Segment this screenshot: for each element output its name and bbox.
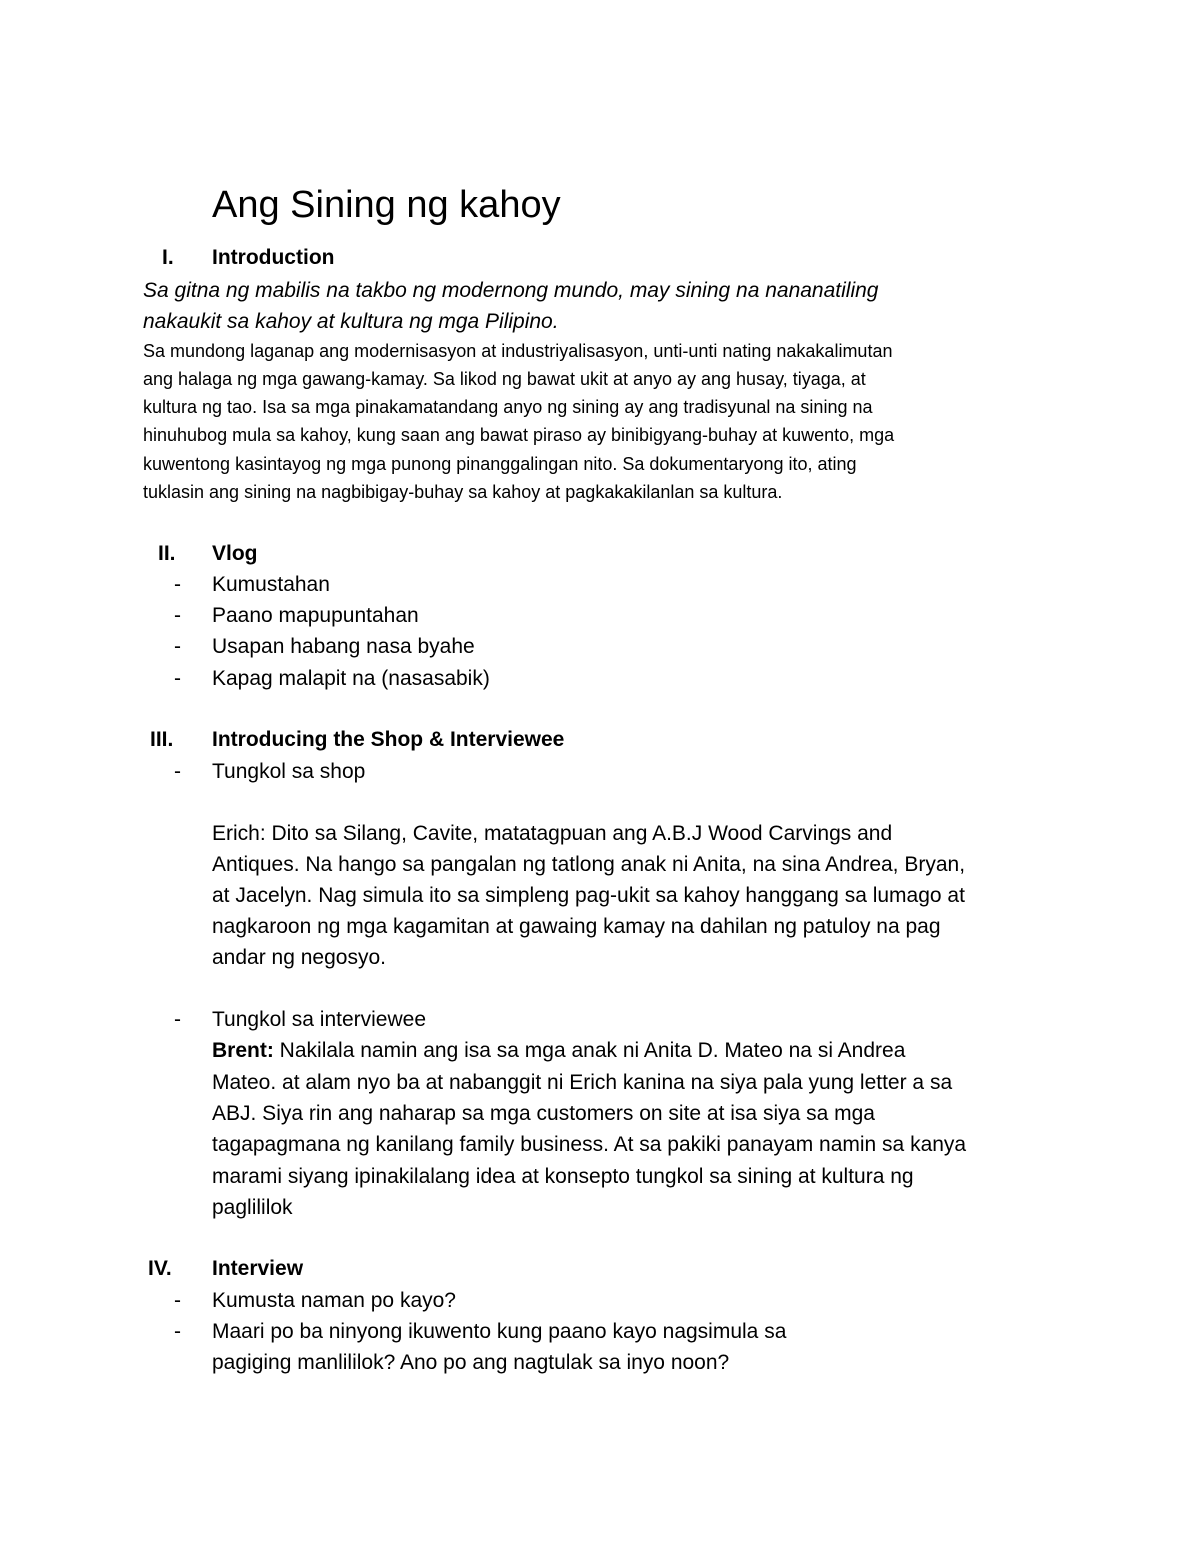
list-item: Usapan habang nasa byahe bbox=[212, 635, 475, 658]
section-1-number: I. bbox=[162, 246, 174, 269]
brent-line: marami siyang ipinakilalang idea at konsepto tungkol sa sining at kultura ng bbox=[212, 1165, 914, 1188]
section-1-heading: Introduction bbox=[212, 246, 335, 269]
brent-line: paglililok bbox=[212, 1196, 293, 1219]
list-item-continuation: pagiging manlililok? Ano po ang nagtulak sa inyo noon? bbox=[212, 1351, 730, 1374]
list-item: Kumustahan bbox=[212, 573, 330, 596]
brent-line: Mateo. at alam nyo ba at nabanggit ni Erich kanina na siya pala yung letter a sa bbox=[212, 1071, 953, 1094]
section-4-number: IV. bbox=[148, 1257, 172, 1280]
list-item: Paano mapupuntahan bbox=[212, 604, 419, 627]
erich-line: andar ng negosyo. bbox=[212, 946, 386, 969]
document-title: Ang Sining ng kahoy bbox=[212, 184, 561, 226]
erich-line: Antiques. Na hango sa pangalan ng tatlong anak ni Anita, na sina Andrea, Bryan, bbox=[212, 853, 966, 876]
brent-line: tagapagmana ng kanilang family business. At sa pakiki panayam namin sa kanya bbox=[212, 1133, 967, 1156]
intro-lead-line: Sa gitna ng mabilis na takbo ng modernong mundo, may sining na nananatiling bbox=[143, 279, 879, 302]
bullet-dash: - bbox=[174, 760, 181, 783]
brent-line bbox=[212, 1035, 905, 1066]
erich-line: Erich: Dito sa Silang, Cavite, matatagpuan ang A.B.J Wood Carvings and bbox=[212, 822, 893, 845]
section-2-heading: Vlog bbox=[212, 542, 258, 565]
erich-line: at Jacelyn. Nag simula ito sa simpleng pag-ukit sa kahoy hanggang sa lumago at bbox=[212, 884, 965, 907]
section-4-heading: Interview bbox=[212, 1257, 304, 1280]
brent-text: Nakilala namin ang isa sa mga anak ni Anita D. Mateo na si Andrea bbox=[273, 1039, 906, 1062]
intro-body-line: Sa mundong laganap ang modernisasyon at industriyalisasyon, unti-unti nating nakakalimutan bbox=[143, 341, 893, 361]
bullet-dash: - bbox=[174, 635, 181, 658]
list-item: Kumusta naman po kayo? bbox=[212, 1289, 456, 1312]
intro-body-line: kultura ng tao. Isa sa mga pinakamatandang anyo ng sining ay ang tradisyunal na sining na bbox=[143, 397, 873, 417]
intro-body-line: hinuhubog mula sa kahoy, kung saan ang bawat piraso ay binibigyang-buhay at kuwento, mga bbox=[143, 425, 895, 445]
intro-lead-line: nakaukit sa kahoy at kultura ng mga Pilipino. bbox=[143, 310, 559, 333]
bullet-dash: - bbox=[174, 667, 181, 690]
bullet-dash: - bbox=[174, 573, 181, 596]
section-3-heading: Introducing the Shop & Interviewee bbox=[212, 728, 565, 751]
list-item: Tungkol sa shop bbox=[212, 760, 366, 783]
list-item: Maari po ba ninyong ikuwento kung paano kayo nagsimula sa bbox=[212, 1320, 787, 1343]
erich-line: nagkaroon ng mga kagamitan at gawaing kamay na dahilan ng patuloy na pag bbox=[212, 915, 941, 938]
section-3-number: III. bbox=[150, 728, 174, 751]
bullet-dash: - bbox=[174, 1289, 181, 1312]
bullet-dash: - bbox=[174, 604, 181, 627]
speaker-name: Brent: bbox=[212, 1039, 274, 1062]
section-2-number: II. bbox=[158, 542, 176, 565]
bullet-dash: - bbox=[174, 1320, 181, 1343]
bullet-dash: - bbox=[174, 1008, 181, 1031]
brent-line: ABJ. Siya rin ang naharap sa mga customers on site at isa siya sa mga bbox=[212, 1102, 875, 1125]
list-item: Kapag malapit na (nasasabik) bbox=[212, 667, 490, 690]
intro-body-line: tuklasin ang sining na nagbibigay-buhay sa kahoy at pagkakakilanlan sa kultura. bbox=[143, 482, 783, 502]
list-item: Tungkol sa interviewee bbox=[212, 1008, 426, 1031]
intro-body-line: kuwentong kasintayog ng mga punong pinanggalingan nito. Sa dokumentaryong ito, ating bbox=[143, 454, 857, 474]
intro-body-line: ang halaga ng mga gawang-kamay. Sa likod ng bawat ukit at anyo ay ang husay, tiyaga, at bbox=[143, 369, 866, 389]
